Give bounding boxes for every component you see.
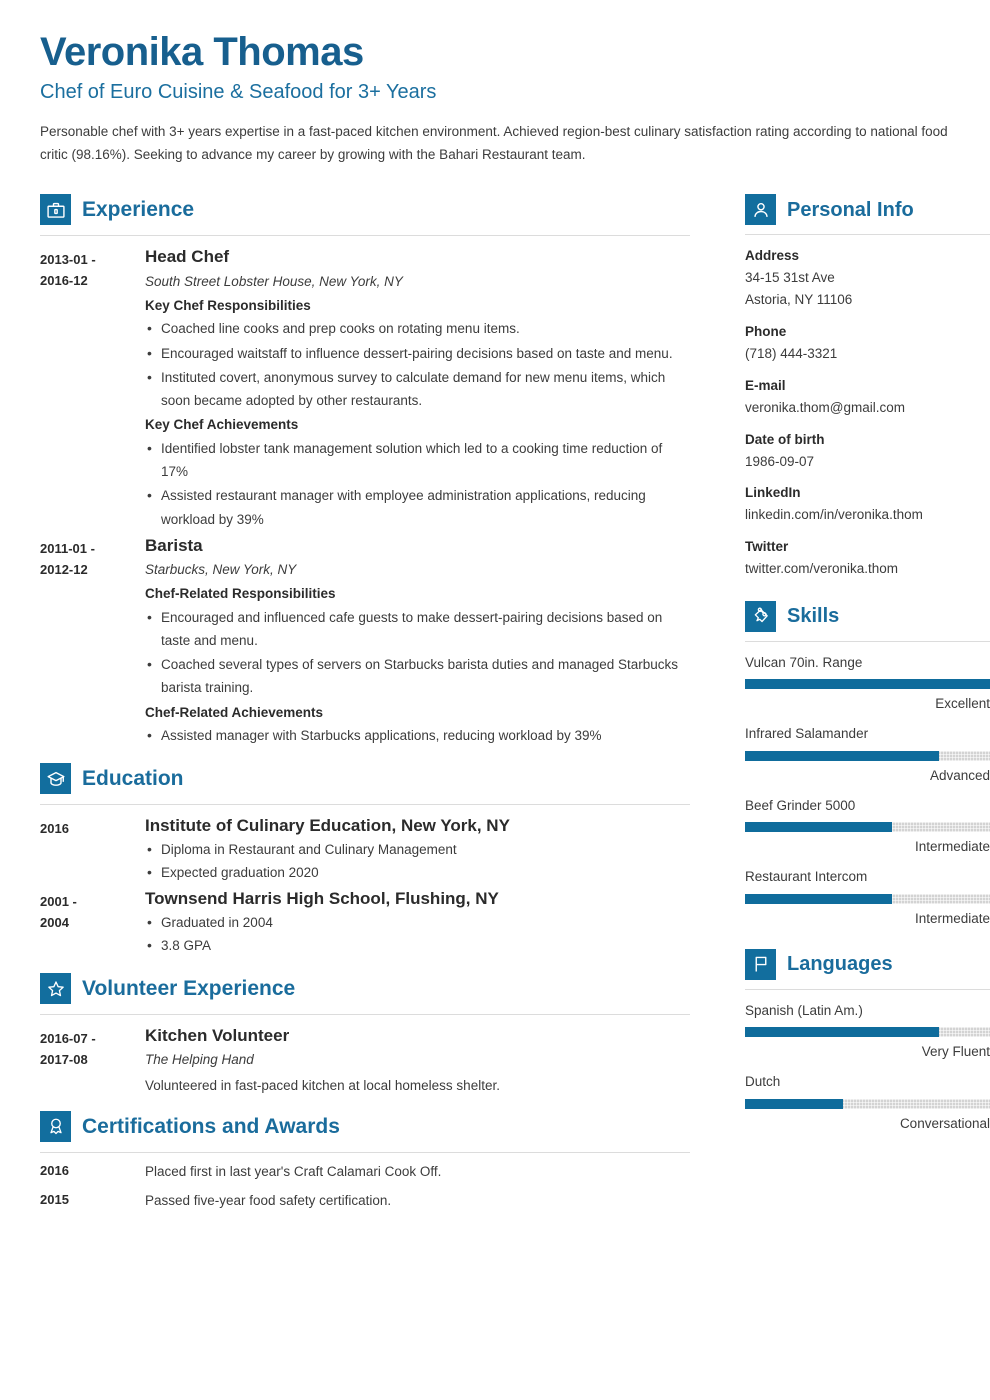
entry-date <box>40 815 145 886</box>
section-title-education: Education <box>82 767 184 791</box>
list-item: • Diploma in Restaurant and Culinary Management <box>145 839 690 861</box>
language-progress-fill <box>745 1099 843 1109</box>
list-item: • Instituted covert, anonymous survey to calculate demand for new menu items, which soon became adopted by other restaurants. <box>145 366 690 412</box>
section-divider <box>40 1014 690 1015</box>
skill-level: Excellent <box>935 696 990 712</box>
list-item: • Assisted manager with Starbucks applications, reducing workload by 39% <box>145 724 690 747</box>
skill-level: Advanced <box>929 767 990 783</box>
person-icon <box>745 194 776 225</box>
info-label: Twitter <box>745 539 789 555</box>
entry-date <box>40 246 145 532</box>
award-ribbon-icon <box>40 1111 71 1142</box>
info-item-email <box>745 376 990 419</box>
certification-year: 2015 <box>40 1192 69 1208</box>
entry-title: Kitchen Volunteer <box>145 1026 290 1046</box>
skill-name: Vulcan 70in. Range <box>745 654 863 670</box>
entry-title: Barista <box>145 535 203 555</box>
skill-item <box>745 724 990 786</box>
entry-group-heading: Chef-Related Achievements <box>145 704 324 720</box>
entry-body <box>145 815 690 886</box>
info-item-linkedin <box>745 483 990 526</box>
language-name: Spanish (Latin Am.) <box>745 1002 863 1018</box>
education-entry <box>40 815 690 886</box>
star-icon <box>40 973 71 1004</box>
skill-progress-fill <box>745 679 990 689</box>
sidebar <box>745 184 990 1221</box>
section-personal-info <box>745 184 990 580</box>
section-divider <box>745 234 990 235</box>
section-header-languages <box>745 939 990 980</box>
info-value[interactable]: veronika.thom@gmail.com <box>745 399 906 415</box>
info-value-line2: Astoria, NY 11106 <box>745 292 853 308</box>
certification-year: 2016 <box>40 1162 69 1178</box>
main-column <box>40 184 690 1221</box>
skill-item <box>745 796 990 858</box>
language-progress-fill <box>745 1027 939 1037</box>
skill-progress-track <box>745 822 990 832</box>
resume-body <box>40 184 990 1221</box>
volunteer-entry <box>40 1025 690 1097</box>
entry-group-heading: Key Chef Achievements <box>145 417 299 433</box>
skill-progress-fill <box>745 894 892 904</box>
entry-title: Head Chef <box>145 247 230 267</box>
info-value: 1986-09-07 <box>745 453 815 469</box>
list-item: • Coached line cooks and prep cooks on rotating menu items. <box>145 317 690 340</box>
entry-bullet-list <box>145 724 690 747</box>
entry-date <box>40 888 145 959</box>
language-level: Very Fluent <box>921 1044 990 1060</box>
certification-text: Passed five-year food safety certification. <box>145 1193 392 1209</box>
section-certifications-awards <box>40 1101 690 1210</box>
entry-description: Volunteered in fast-paced kitchen at local homeless shelter. <box>145 1077 500 1093</box>
entry-bullet-list <box>145 606 690 700</box>
skill-progress-fill <box>745 822 892 832</box>
info-item-twitter <box>745 537 990 580</box>
list-item: • Encouraged and influenced cafe guests to make dessert-pairing decisions based on taste and menu. <box>145 606 690 652</box>
education-entry <box>40 888 690 959</box>
section-divider <box>40 235 690 236</box>
flag-icon <box>745 949 776 980</box>
section-title-languages: Languages <box>787 953 893 976</box>
list-item: • Identified lobster tank management solution which led to a cooking time reduction of 17% <box>145 437 690 483</box>
language-item <box>745 1072 990 1134</box>
entry-date-end: 2004 <box>40 915 69 931</box>
entry-body <box>145 246 690 532</box>
info-value: 34-15 31st Ave <box>745 270 835 286</box>
entry-date-start: 2013-01 - <box>40 252 96 268</box>
section-header-volunteer <box>40 963 690 1004</box>
skill-progress-track <box>745 751 990 761</box>
graduation-cap-icon <box>40 763 71 794</box>
info-label: Address <box>745 248 800 264</box>
section-divider <box>745 641 990 642</box>
info-item-date-of-birth <box>745 430 990 473</box>
skill-progress-track <box>745 679 990 689</box>
entry-date <box>40 1025 145 1097</box>
skill-level: Intermediate <box>914 910 990 926</box>
language-progress-track <box>745 1099 990 1109</box>
experience-entry <box>40 535 690 750</box>
section-header-experience <box>40 184 690 225</box>
info-label: Phone <box>745 324 787 340</box>
info-value: (718) 444-3321 <box>745 346 838 361</box>
entry-title: Townsend Harris High School, Flushing, NY <box>145 889 499 909</box>
list-item: • Expected graduation 2020 <box>145 862 690 884</box>
list-item: • 3.8 GPA <box>145 935 690 957</box>
entry-date-start: 2016 <box>40 821 69 837</box>
skill-item <box>745 867 990 929</box>
entry-bullet-list <box>145 437 690 531</box>
entry-date-start: 2001 - <box>40 894 77 910</box>
section-divider <box>745 989 990 990</box>
skill-name: Restaurant Intercom <box>745 869 868 885</box>
section-title-personal-info: Personal Info <box>787 198 914 221</box>
entry-date-end: 2016-12 <box>40 273 88 289</box>
skill-progress-track <box>745 894 990 904</box>
job-title: Chef of Euro Cuisine & Seafood for 3+ Years <box>40 81 437 103</box>
briefcase-icon <box>40 194 71 225</box>
section-divider <box>40 804 690 805</box>
entry-body <box>145 1025 690 1097</box>
list-item: • Assisted restaurant manager with employee administration applications, reducing workload by 39% <box>145 484 690 530</box>
skill-name: Beef Grinder 5000 <box>745 797 856 813</box>
info-label: Date of birth <box>745 431 825 447</box>
section-title-volunteer: Volunteer Experience <box>82 977 296 1001</box>
section-languages <box>745 939 990 1134</box>
section-header-personal-info <box>745 184 990 225</box>
section-divider <box>40 1152 690 1153</box>
entry-subtitle: Starbucks, New York, NY <box>145 561 297 577</box>
section-header-education <box>40 753 690 794</box>
entry-date-end: 2017-08 <box>40 1052 88 1068</box>
section-title-experience: Experience <box>82 198 195 222</box>
entry-date-start: 2011-01 - <box>40 540 95 556</box>
certification-row <box>40 1163 690 1181</box>
info-value[interactable]: twitter.com/veronika.thom <box>745 561 899 577</box>
section-experience <box>40 184 690 749</box>
section-volunteer-experience <box>40 963 690 1097</box>
entry-date-start: 2016-07 - <box>40 1031 96 1047</box>
language-item <box>745 1001 990 1063</box>
language-progress-track <box>745 1027 990 1037</box>
list-item: • Coached several types of servers on Starbucks barista duties and managed Starbucks barista training. <box>145 653 690 699</box>
section-title-skills: Skills <box>787 605 840 628</box>
entry-body <box>145 535 690 750</box>
entry-bullet-list <box>145 912 690 957</box>
section-skills <box>745 591 990 929</box>
certification-row <box>40 1192 690 1210</box>
puzzle-piece-icon <box>745 601 776 632</box>
certification-text: Placed first in last year's Craft Calamari Cook Off. <box>145 1163 442 1179</box>
skill-name: Infrared Salamander <box>745 726 869 742</box>
entry-group-heading: Key Chef Responsibilities <box>145 297 311 313</box>
info-label: E-mail <box>745 377 786 393</box>
entry-bullet-list <box>145 317 690 412</box>
skill-level: Intermediate <box>914 839 990 855</box>
experience-entry <box>40 246 690 532</box>
language-name: Dutch <box>745 1074 781 1090</box>
language-level: Conversational <box>899 1115 990 1131</box>
section-header-certifications <box>40 1101 690 1142</box>
info-value[interactable]: linkedin.com/in/veronika.thom <box>745 507 923 523</box>
entry-bullet-list <box>145 839 690 884</box>
info-item-address <box>745 246 990 311</box>
list-item: • Graduated in 2004 <box>145 912 690 934</box>
section-title-certifications: Certifications and Awards <box>82 1114 340 1138</box>
info-label: LinkedIn <box>745 485 801 501</box>
skill-item <box>745 653 990 715</box>
list-item: • Encouraged waitstaff to influence dessert-pairing decisions based on taste and menu. <box>145 342 690 365</box>
summary-paragraph: Personable chef with 3+ years expertise in a fast-paced kitchen environment. Achieved region-best culinary satisfaction rating according to national food critic (98.16%). Seeking to advance my career by growing with the Bahari Restaurant team. <box>40 124 948 163</box>
page-title: Veronika Thomas <box>40 30 364 74</box>
entry-subtitle: South Street Lobster House, New York, NY <box>145 273 403 289</box>
entry-date <box>40 535 145 750</box>
section-header-skills <box>745 591 990 632</box>
skill-progress-fill <box>745 751 939 761</box>
section-education <box>40 753 690 959</box>
entry-subtitle: The Helping Hand <box>145 1052 254 1068</box>
resume-header <box>40 30 950 166</box>
entry-group-heading: Chef-Related Responsibilities <box>145 586 336 602</box>
entry-body <box>145 888 690 959</box>
entry-title: Institute of Culinary Education, New York, NY <box>145 816 510 836</box>
entry-date-end: 2012-12 <box>40 561 88 577</box>
info-item-phone <box>745 322 990 365</box>
